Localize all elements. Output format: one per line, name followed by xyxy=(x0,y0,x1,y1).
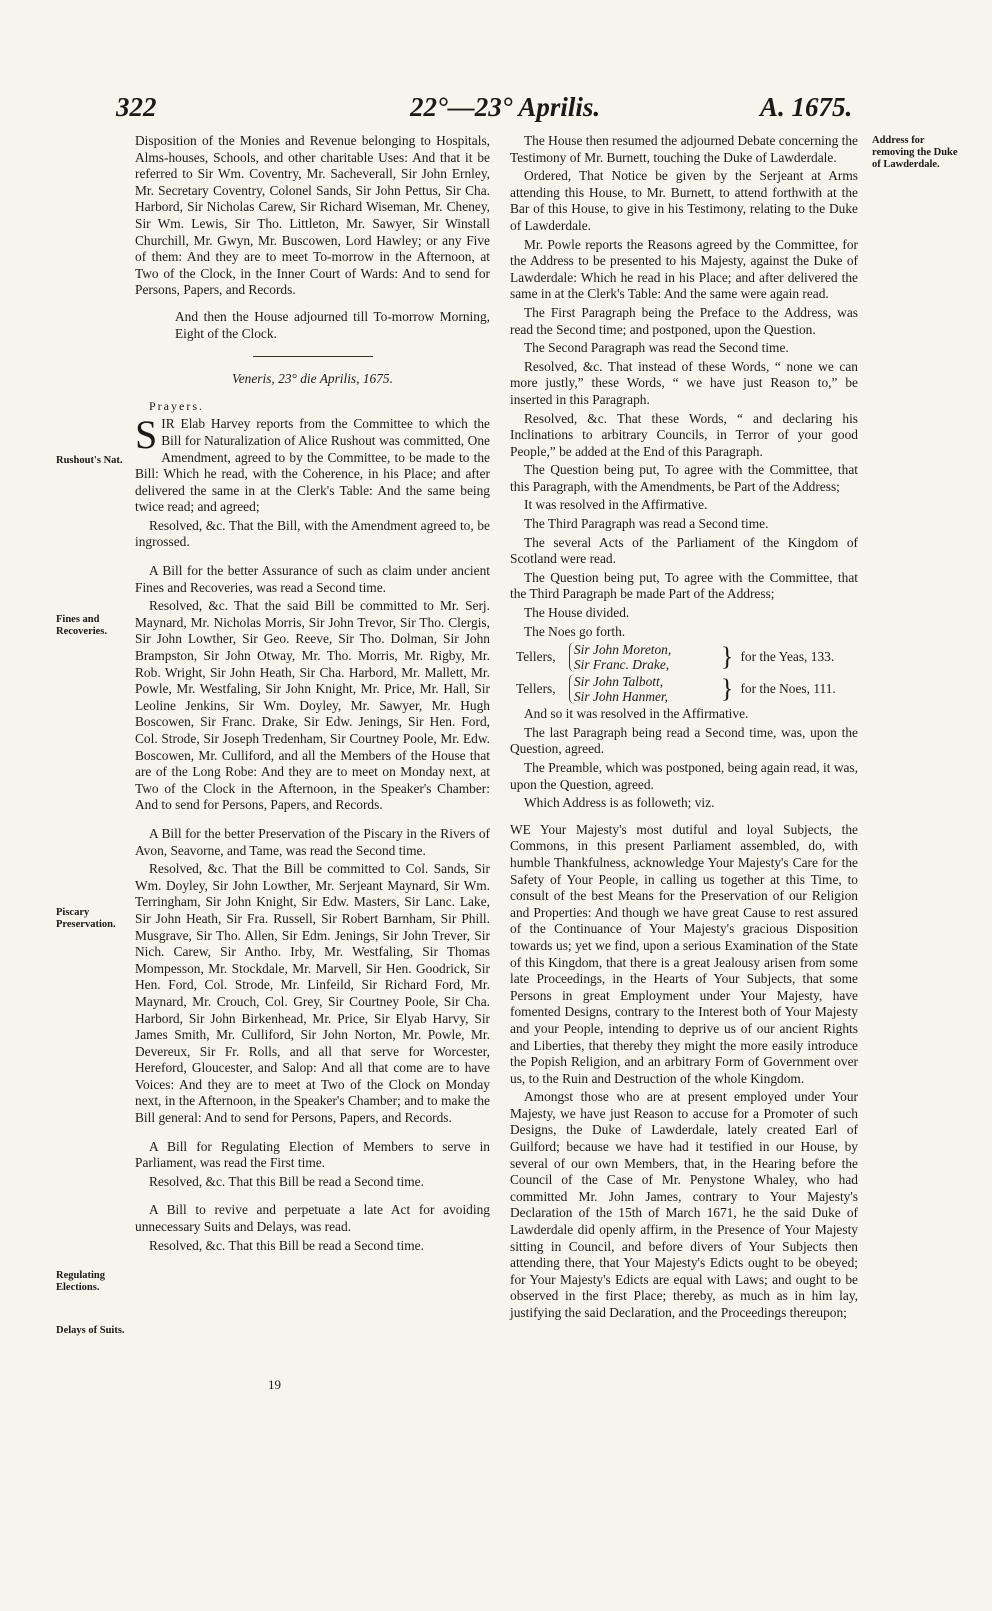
date-heading: Veneris, 23° die Aprilis, 1675. xyxy=(232,371,393,387)
first-paragraph-note: The First Paragraph being the Preface to the Address, was read the Second time; and postponed, upon the Question. xyxy=(510,304,858,337)
delays-resolved: Resolved, &c. That this Bill be read a Second time. xyxy=(149,1237,424,1253)
scotland-acts: The several Acts of the Parliament of the Kingdom of Scotland were read. xyxy=(510,534,858,567)
tellers-noes: Tellers, Sir John Talbott, Sir John Hanmer, } for the Noes, 111. xyxy=(516,674,858,704)
last-paragraph-note: The last Paragraph being read a Second time, was, upon the Question, agreed. xyxy=(510,724,858,757)
right-column xyxy=(510,133,858,1324)
regulating-resolved: Resolved, &c. That this Bill be read a Second time. xyxy=(149,1173,424,1189)
address-paragraph-1: WE Your Majesty's most dutiful and loyal Subjects, the Commons, in this present Parliament assembled, do, with humble Thankfulness, acknowledge Your Majesty's Care for the Safety of Your People, in calling us together at this Time, to consult of the best Means for the Preservation of our Religion and Properties: And though we have great Cause to rest assured of the Continuance of Your Majesty's gracious Disposition towards us; yet we find, upon a serious Examination of the State of this Kingdom, that there is a great Jealousy arisen from some late Proceedings, in the Hearts of Your Subjects, that some Persons in great Employment under Your Majesty, have fomented Designs, contrary to the Interest both of Your Majesty and your People, intending to deprive us of our ancient Rights and Liberties, that thereby they might the more easily introduce the Popish Religion, and an arbitrary Form of Government over us, to the Ruin and Destruction of the whole Kingdom. xyxy=(510,821,858,1086)
fines-resolved: Resolved, &c. That the said Bill be committed to Mr. Serj. Maynard, Mr. Nicholas Morris, Sir John Trevor, Sir Tho. Clergis, Sir John Lowther, Sir Geo. Reeve, Sir Tho. Dolman, Sir John Brampston, Sir John Otway, Mr. Tho. Morris, Mr. Rigby, Mr. Rob. Wright, Sir John Heath, Sir Cha. Harbord, Mr. Mallett, Mr. Powle, Mr. Westfaling, Sir John Knight, Mr. Price, Mr. Hall, Sir Leoline Jenkins, Sir Wm. Doyley, Mr. Sawyer, Mr. Hugh Boscowen, Sir Franc. Drake, Sir Edw. Jenings, Sir Hen. Ford, Col. Strode, Sir Joseph Tredenham, Sir Courtney Poole, Mr. Edw. Boscowen, Mr. Culliford, and all the Members of the House that are of the Long Robe: And they are to meet on Monday next, at Two of the Clock in the Afternoon, in the Speaker's Chamber: And to send for Persons, Papers, and Records. xyxy=(135,598,490,813)
tellers-yeas: Tellers, Sir John Moreton, Sir Franc. Drake, } for the Yeas, 133. xyxy=(516,642,858,672)
question-2: The Question being put, To agree with the Committee, that the Third Paragraph be made Part of the Address; xyxy=(510,569,858,602)
margin-note-regulating: Regulating Elections. xyxy=(56,1270,106,1293)
page-header xyxy=(0,92,992,128)
powle-report: Mr. Powle reports the Reasons agreed by the Committee, for the Address to be presented to his Majesty, against the Duke of Lawderdale: Which he read in his Place; and after delivered the same in at the Clerk's Table: And the same were again read. xyxy=(510,236,858,302)
margin-note-rushout: Rushout's Nat. xyxy=(56,455,123,466)
noes-forth: The Noes go forth. xyxy=(524,623,626,639)
which-address: Which Address is as followeth; viz. xyxy=(524,795,715,811)
teller-no-1: Sir John Talbott, xyxy=(573,674,664,690)
rushout-resolved: Resolved, &c. That the Bill, with the Amendment agreed to, be ingrossed. xyxy=(135,517,490,550)
left-column xyxy=(135,133,490,1256)
resolved-words-1: Resolved, &c. That instead of these Words, “ none we can more justly,” these Words, “ we have just Reason to,” be inserted in this Paragraph. xyxy=(510,358,858,407)
signature-mark: 19 xyxy=(268,1377,281,1392)
teller-yea-2: Sir Franc. Drake, xyxy=(573,657,670,673)
teller-no-2: Sir John Hanmer, xyxy=(573,689,669,705)
rushout-report: SIR Elab Harvey reports from the Committee to which the Bill for Naturalization of Alice Rushout was committed, One Amendment, agreed to by the Committee, to be made to the Bill: Which he read, with the Coherence, in his Place; and after delivered the same in at the Clerk's Table: And the same being twice read; and agreed; xyxy=(135,412,490,515)
address-text xyxy=(510,822,858,1322)
debate-resumed: The House then resumed the adjourned Debate concerning the Testimony of Mr. Burnett, touching the Duke of Lawderdale. xyxy=(510,133,858,165)
fines-bill: A Bill for the better Assurance of such as claim under ancient Fines and Recoveries, was read a Second time. xyxy=(135,563,490,595)
left-paragraph-committee: Disposition of the Monies and Revenue belonging to Hospitals, Alms-houses, Schools, and other charitable Uses: And that it be referred to Sir Wm. Coventry, Mr. Sacheverall, Sir John Ernley, Mr. Secretary Coventry, Colonel Sands, Sir John Pettus, Sir Cha. Harbord, Sir Nicholas Carew, Sir Richard Wiseman, Mr. Cheney, Sir Wm. Lewis, Sir Tho. Littleton, Mr. Sawyer, Sir Winstall Churchill, Mr. Gwyn, Mr. Buscowen, Lord Hawley; or any Five of them: And they are to meet To-morrow in the Afternoon, at Two of the Clock, in the Inner Court of Wards: And to send for Persons, Papers, and Records. xyxy=(135,133,490,298)
house-divided: The House divided. xyxy=(524,605,630,621)
brace: } xyxy=(720,673,734,703)
question-1: The Question being put, To agree with the Committee, that this Paragraph, with the Amendments, be Part of the Address; xyxy=(510,462,858,494)
resolved-words-2: Resolved, &c. That these Words, “ and declaring his Inclinations to arbitrary Councils, in Terror of your good People,” be added at the End of this Paragraph. xyxy=(510,410,858,459)
address-paragraph-2: Amongst those who are at present employed under Your Majesty, we have just Reason to accuse for a Promoter of such Designs, the Duke of Lawderdale, lately created Earl of Guilford; because we have had it testified in our House, by several of our own Members, that, in the Hearing before the Council of the Case of Mr. Penystone Whaley, who had committed Mr. John James, contrary to Your Majesty's Declaration of the 15th of March 1671, he the said Duke of Lawderdale did openly affirm, in the Presence of Your Majesty sitting in Council, and before divers of Your Subjects then attending there, that Your Majesty's Edicts ought to be obeyed; for Your Majesty's Edicts are equal with Laws; and ought to be observed in the first Place; thereby, as much as in him lay, justifying the said Declaration, and the Proceedings thereupon; xyxy=(510,1089,858,1320)
adjournment-note: And then the House adjourned till To-morrow Morning, Eight of the Clock. xyxy=(175,308,490,341)
section-divider xyxy=(253,356,373,357)
second-paragraph-note: The Second Paragraph was read the Second time. xyxy=(524,340,789,356)
header-year: A. 1675. xyxy=(760,92,853,122)
third-paragraph-note: The Third Paragraph was read a Second time. xyxy=(524,516,769,532)
header-dates: 22°—23° Aprilis. xyxy=(410,92,601,122)
brace: } xyxy=(720,641,734,671)
margin-note-piscary: Piscary Preservation. xyxy=(56,907,116,930)
margin-note-delays: Delays of Suits. xyxy=(56,1325,125,1336)
drop-cap: S xyxy=(135,412,158,458)
delays-bill: A Bill to revive and perpetuate a late Act for avoiding unnecessary Suits and Delays, was read. xyxy=(135,1202,490,1235)
page-number: 322 xyxy=(116,92,157,122)
piscary-bill: A Bill for the better Preservation of the Piscary in the Rivers of Avon, Seavorne, and Tame, was read the Second time. xyxy=(135,825,490,858)
prayers-label: Prayers. xyxy=(149,398,204,413)
ordered-notice: Ordered, That Notice be given by the Serjeant at Arms attending this House, to Mr. Burnett, to attend forthwith at the Bar of this House, to give in his Testimony, relating to the Duke of Lawderdale. xyxy=(510,168,858,233)
affirmative-1: It was resolved in the Affirmative. xyxy=(524,497,708,513)
margin-note-address: Address for removing the Duke of Lawderdale. xyxy=(872,135,958,170)
affirmative-2: And so it was resolved in the Affirmative. xyxy=(524,706,749,722)
teller-yea-1: Sir John Moreton, xyxy=(573,642,672,658)
regulating-bill: A Bill for Regulating Election of Members to serve in Parliament, was read the First time. xyxy=(135,1138,490,1171)
yeas-result: for the Yeas, 133. xyxy=(740,648,835,664)
preamble-note: The Preamble, which was postponed, being again read, it was, upon the Question, agreed. xyxy=(510,760,858,792)
piscary-resolved: Resolved, &c. That the Bill be committed to Col. Sands, Sir Wm. Doyley, Sir John Lowther, Mr. Serjeant Maynard, Sir Wm. Terringham, Sir John Knight, Sir Edw. Masters, Sir Lanc. Lake, Sir John Heath, Sir Fra. Russell, Sir Robert Barnham, Sir Phill. Musgrave, Sir Tho. Allen, Sir Edm. Jenings, Sir John Trever, Sir Nich. Carew, Sir Antho. Irby, Mr. Westfaling, Sir Thomas Mompesson, Mr. Stockdale, Mr. Marvell, Sir Hen. Goodrick, Sir Hen. Ford, Col. Strode, Mr. Linfeild, Sir Richard Ford, Mr. Maynard, Mr. Crouch, Col. Grey, Sir Courtney Poole, Sir Cha. Harbord, Sir John Birkenhead, Mr. Price, Sir Elyab Harvy, Sir James Smith, Mr. Culliford, Sir John Norton, Mr. Powle, Mr. Devereux, Sir Fr. Rolls, and all that serve for Worcester, Hereford, Gloucester, and Salop: And all that come are to have Voices: And they are to meet at Two of the Clock on Monday next, in the Afternoon, in the Speaker's Chamber; and to make the Bill general: And to send for Persons, Papers, and Records. xyxy=(135,861,490,1126)
margin-note-fines: Fines and Recoveries. xyxy=(56,614,108,637)
noes-result: for the Noes, 111. xyxy=(740,680,836,696)
